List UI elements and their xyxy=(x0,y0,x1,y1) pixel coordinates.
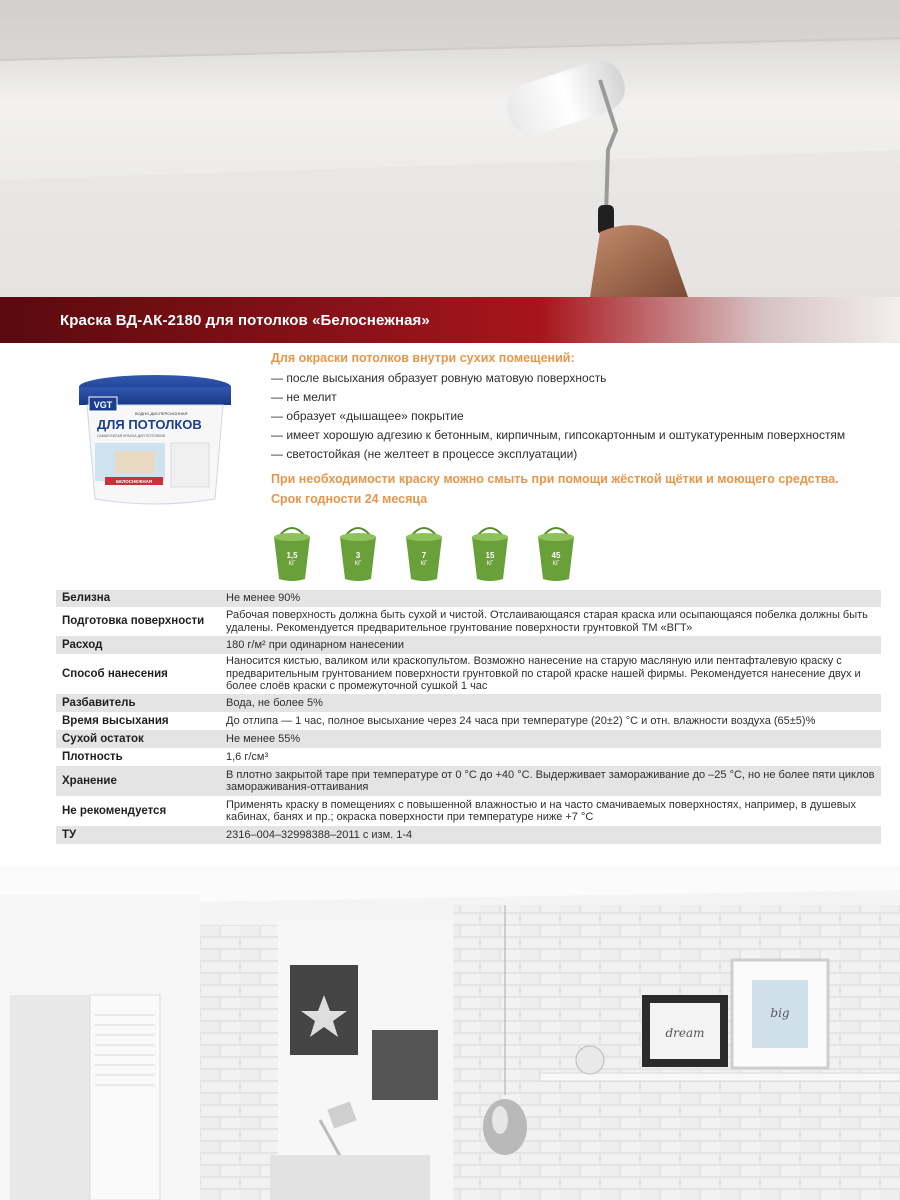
specs-table xyxy=(56,590,881,844)
spec-value: Не менее 90% xyxy=(220,590,881,607)
spec-key: Не рекомендуется xyxy=(56,796,220,826)
spec-row xyxy=(56,607,881,636)
spec-row xyxy=(56,654,881,694)
spec-value: 2316–004–32998388–2011 с изм. 1-4 xyxy=(220,826,881,844)
spec-key: Разбавитель xyxy=(56,694,220,712)
title-band xyxy=(0,297,900,343)
pack-size-icon: 7 КГ xyxy=(404,521,444,583)
spec-value: Наносится кистью, валиком или краскопультом. Возможно нанесение на старую масляную или пентафталевую краску с предварительным грунтованием поверхности грунтовкой по старой краске нашей фирмы. Рекомендуется нанесение двух и более слоёв краски с промежуточной сушкой 1 час xyxy=(220,654,881,694)
bucket-brand: VGT xyxy=(93,400,113,410)
spec-key: Плотность xyxy=(56,748,220,766)
spec-value: 180 г/м² при одинарном нанесении xyxy=(220,636,881,654)
bucket-subtitle: САМАЯ БЕЛАЯ КРАСКА ДЛЯ ПОТОЛКОВ xyxy=(97,434,165,438)
hero-photo xyxy=(0,0,900,297)
features-list xyxy=(271,369,891,464)
feature-item: — имеет хорошую адгезию к бетонным, кирпичным, гипсокартонным и оштукатуренным поверхностям xyxy=(271,428,846,442)
spec-value: В плотно закрытой таре при температуре от 0 °С до +40 °С. Выдерживает замораживание до –25 °С, но не более пяти циклов замораживания-оттаивания xyxy=(220,766,881,796)
spec-key: ТУ xyxy=(56,826,220,844)
pack-size-icon: 45 КГ xyxy=(536,521,576,583)
pack-sizes xyxy=(272,521,576,583)
bucket-badge: БЕЛОСНЕЖНАЯ xyxy=(115,479,153,484)
pack-size-icon: 15 КГ xyxy=(470,521,510,583)
pack-size-icon: 3 КГ xyxy=(338,521,378,583)
bucket-name: ДЛЯ ПОТОЛКОВ xyxy=(97,417,202,432)
feature-item: — светостойкая (не желтеет в процессе эксплуатации) xyxy=(271,447,578,461)
frame-dream-text: dream xyxy=(665,1026,705,1040)
spec-row xyxy=(56,766,881,796)
spec-value: 1,6 г/см³ xyxy=(220,748,881,766)
features-lead: Для окраски потолков внутри сухих помещений: xyxy=(271,351,575,365)
spec-row xyxy=(56,748,881,766)
spec-key: Подготовка поверхности xyxy=(56,607,220,636)
shelf-life-note: Срок годности 24 месяца xyxy=(271,492,428,506)
spec-value: Применять краску в помещениях с повышенной влажностью и на часто смачиваемых поверхностях, например, в душевых кабинах, банях и пр.; окраска поверхности при температуре ниже +7 °С xyxy=(220,796,881,826)
ceiling-roller-illustration xyxy=(0,0,900,297)
product-section xyxy=(0,343,900,583)
spec-row xyxy=(56,712,881,730)
pack-size-icon: 1,5 КГ xyxy=(272,521,312,583)
spec-row xyxy=(56,636,881,654)
spec-key: Расход xyxy=(56,636,220,654)
feature-item: — после высыхания образует ровную матовую поверхность xyxy=(271,371,607,385)
spec-value: Не менее 55% xyxy=(220,730,881,748)
spec-row xyxy=(56,826,881,844)
feature-item: — не мелит xyxy=(271,390,337,404)
paint-bucket-image xyxy=(75,373,235,513)
spec-value: Вода, не более 5% xyxy=(220,694,881,712)
wash-note: При необходимости краску можно смыть при помощи жёсткой щётки и моющего средства. xyxy=(271,472,839,486)
white-brick-room-illustration xyxy=(0,865,900,1200)
spec-row xyxy=(56,796,881,826)
spec-key: Способ нанесения xyxy=(56,654,220,694)
spec-key: Сухой остаток xyxy=(56,730,220,748)
room-photo xyxy=(0,865,900,1200)
spec-key: Хранение xyxy=(56,766,220,796)
spec-key: Время высыхания xyxy=(56,712,220,730)
spec-row xyxy=(56,694,881,712)
spec-value: Рабочая поверхность должна быть сухой и чистой. Отслаивающаяся старая краска или осыпающаяся побелка должны быть удалены. Рекомендуется предварительное грунтование поверхности грунтовкой ТМ «ВГТ» xyxy=(220,607,881,636)
product-title: Краска ВД-АК-2180 для потолков «Белоснежная» xyxy=(60,311,430,329)
frame-big-text: big xyxy=(770,1006,790,1020)
spec-row xyxy=(56,590,881,607)
spec-row xyxy=(56,730,881,748)
features-block xyxy=(271,351,891,506)
bucket-small-label: ВОДНО-ДИСПЕРСИОННАЯ xyxy=(135,411,188,416)
feature-item: — образует «дышащее» покрытие xyxy=(271,409,464,423)
spec-value: До отлипа — 1 час, полное высыхание через 24 часа при температуре (20±2) °С и отн. влажности воздуха (65±5)% xyxy=(220,712,881,730)
spec-key: Белизна xyxy=(56,590,220,607)
